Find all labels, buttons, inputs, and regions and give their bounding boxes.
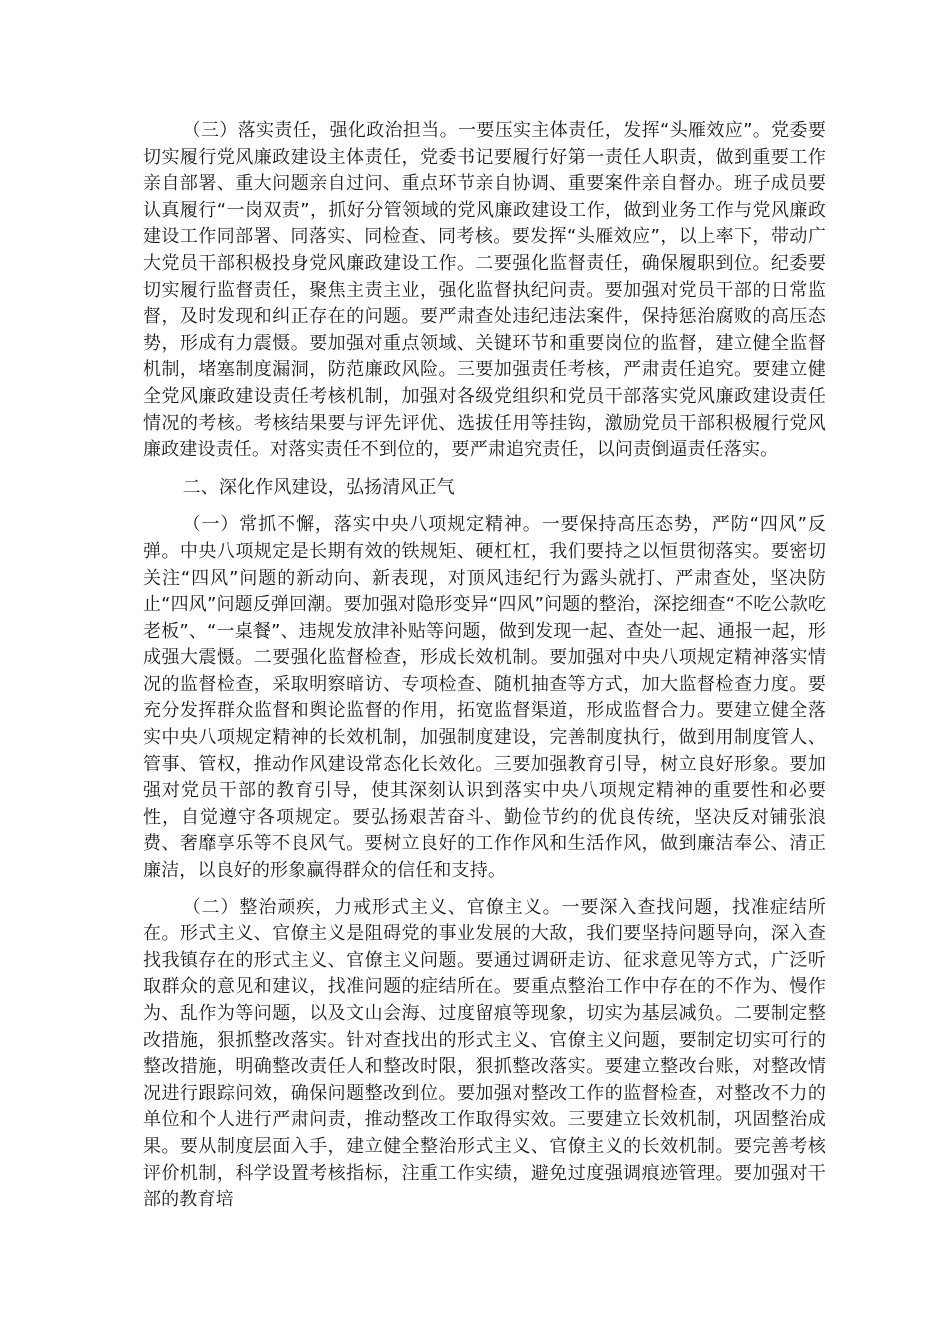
paragraph-subsection-one: （一）常抓不懈，落实中央八项规定精神。一要保持高压态势，严防“四风”反弹。中央八项规定是长期有效的铁规矩、硬杠杠，我们要持之以恒贯彻落实。要密切关注“四风”问题的新动向、新表现，对顶风违纪行为露头就打、严肃查处，坚决防止“四风”问题反弹回潮。要加强对隐形变异“四风”问题的整治，深挖细查“不吃公款吃老板”、“一桌餐”、违规发放津补贴等问题，做到发现一起、查处一起、通报一起，形成强大震慑。二要强化监督检查，形成长效机制。要加强对中央八项规定精神落实情况的监督检查，采取明察暗访、专项检查、随机抽查等方式，加大监督检查力度。要充分发挥群众监督和舆论监督的作用，拓宽监督渠道，形成监督合力。要建立健全落实中央八项规定精神的长效机制，加强制度建设，完善制度执行，做到用制度管人、管事、管权，推动作风建设常态化长效化。三要加强教育引导，树立良好形象。要加强对党员干部的教育引导，使其深刻认识到落实中央八项规定精神的重要性和必要性，自觉遵守各项规定。要弘扬艰苦奋斗、勤俭节约的优良传统，坚决反对铺张浪费、奢靡享乐等不良风气。要树立良好的工作作风和生活作风，做到廉洁奉公、清正廉洁，以良好的形象赢得群众的信任和支持。 — [143, 514, 826, 882]
paragraph-section-three: （三）落实责任，强化政治担当。一要压实主体责任，发挥“头雁效应”。党委要切实履行党风廉政建设主体责任，党委书记要履行好第一责任人职责，做到重要工作亲自部署、重大问题亲自过问、重点环节亲自协调、重要案件亲自督办。班子成员要认真履行“一岗双责”，抓好分管领域的党风廉政建设工作，做到业务工作与党风廉政建设工作同部署、同落实、同检查、同考核。要发挥“头雁效应”，以上率下，带动广大党员干部积极投身党风廉政建设工作。二要强化监督责任，确保履职到位。纪委要切实履行监督责任，聚焦主责主业，强化监督执纪问责。要加强对党员干部的日常监督，及时发现和纠正存在的问题。要严肃查处违纪违法案件，保持惩治腐败的高压态势，形成有力震慑。要加强对重点领域、关键环节和重要岗位的监督，建立健全监督机制，堵塞制度漏洞，防范廉政风险。三要加强责任考核，严肃责任追究。要建立健全党风廉政建设责任考核机制，加强对各级党组织和党员干部落实党风廉政建设责任情况的考核。考核结果要与评先评优、选拔任用等挂钩，激励党员干部积极履行党风廉政建设责任。对落实责任不到位的，要严肃追究责任，以问责倒逼责任落实。 — [143, 120, 826, 461]
paragraph-subsection-two: （二）整治顽疾，力戒形式主义、官僚主义。一要深入查找问题，找准症结所在。形式主义、官僚主义是阻碍党的事业发展的大敌，我们要坚持问题导向，深入查找我镇存在的形式主义、官僚主义问题。要通过调研走访、征求意见等方式，广泛听取群众的意见和建议，找准问题的症结所在。要重点整治工作中存在的不作为、慢作为、乱作为等问题，以及文山会海、过度留痕等现象，切实为基层减负。二要制定整改措施，狠抓整改落实。针对查找出的形式主义、官僚主义问题，要制定切实可行的整改措施，明确整改责任人和整改时限，狠抓整改落实。要建立整改台账，对整改情况进行跟踪问效，确保问题整改到位。要加强对整改工作的监督检查，对整改不力的单位和个人进行严肃问责，推动整改工作取得实效。三要建立长效机制，巩固整治成果。要从制度层面入手，建立健全整治形式主义、官僚主义的长效机制。要完善考核评价机制，科学设置考核指标，注重工作实绩，避免过度强调痕迹管理。要加强对干部的教育培 — [143, 896, 826, 1211]
section-heading-two: 二、深化作风建设，弘扬清风正气 — [182, 476, 455, 498]
document-body — [143, 118, 826, 1214]
